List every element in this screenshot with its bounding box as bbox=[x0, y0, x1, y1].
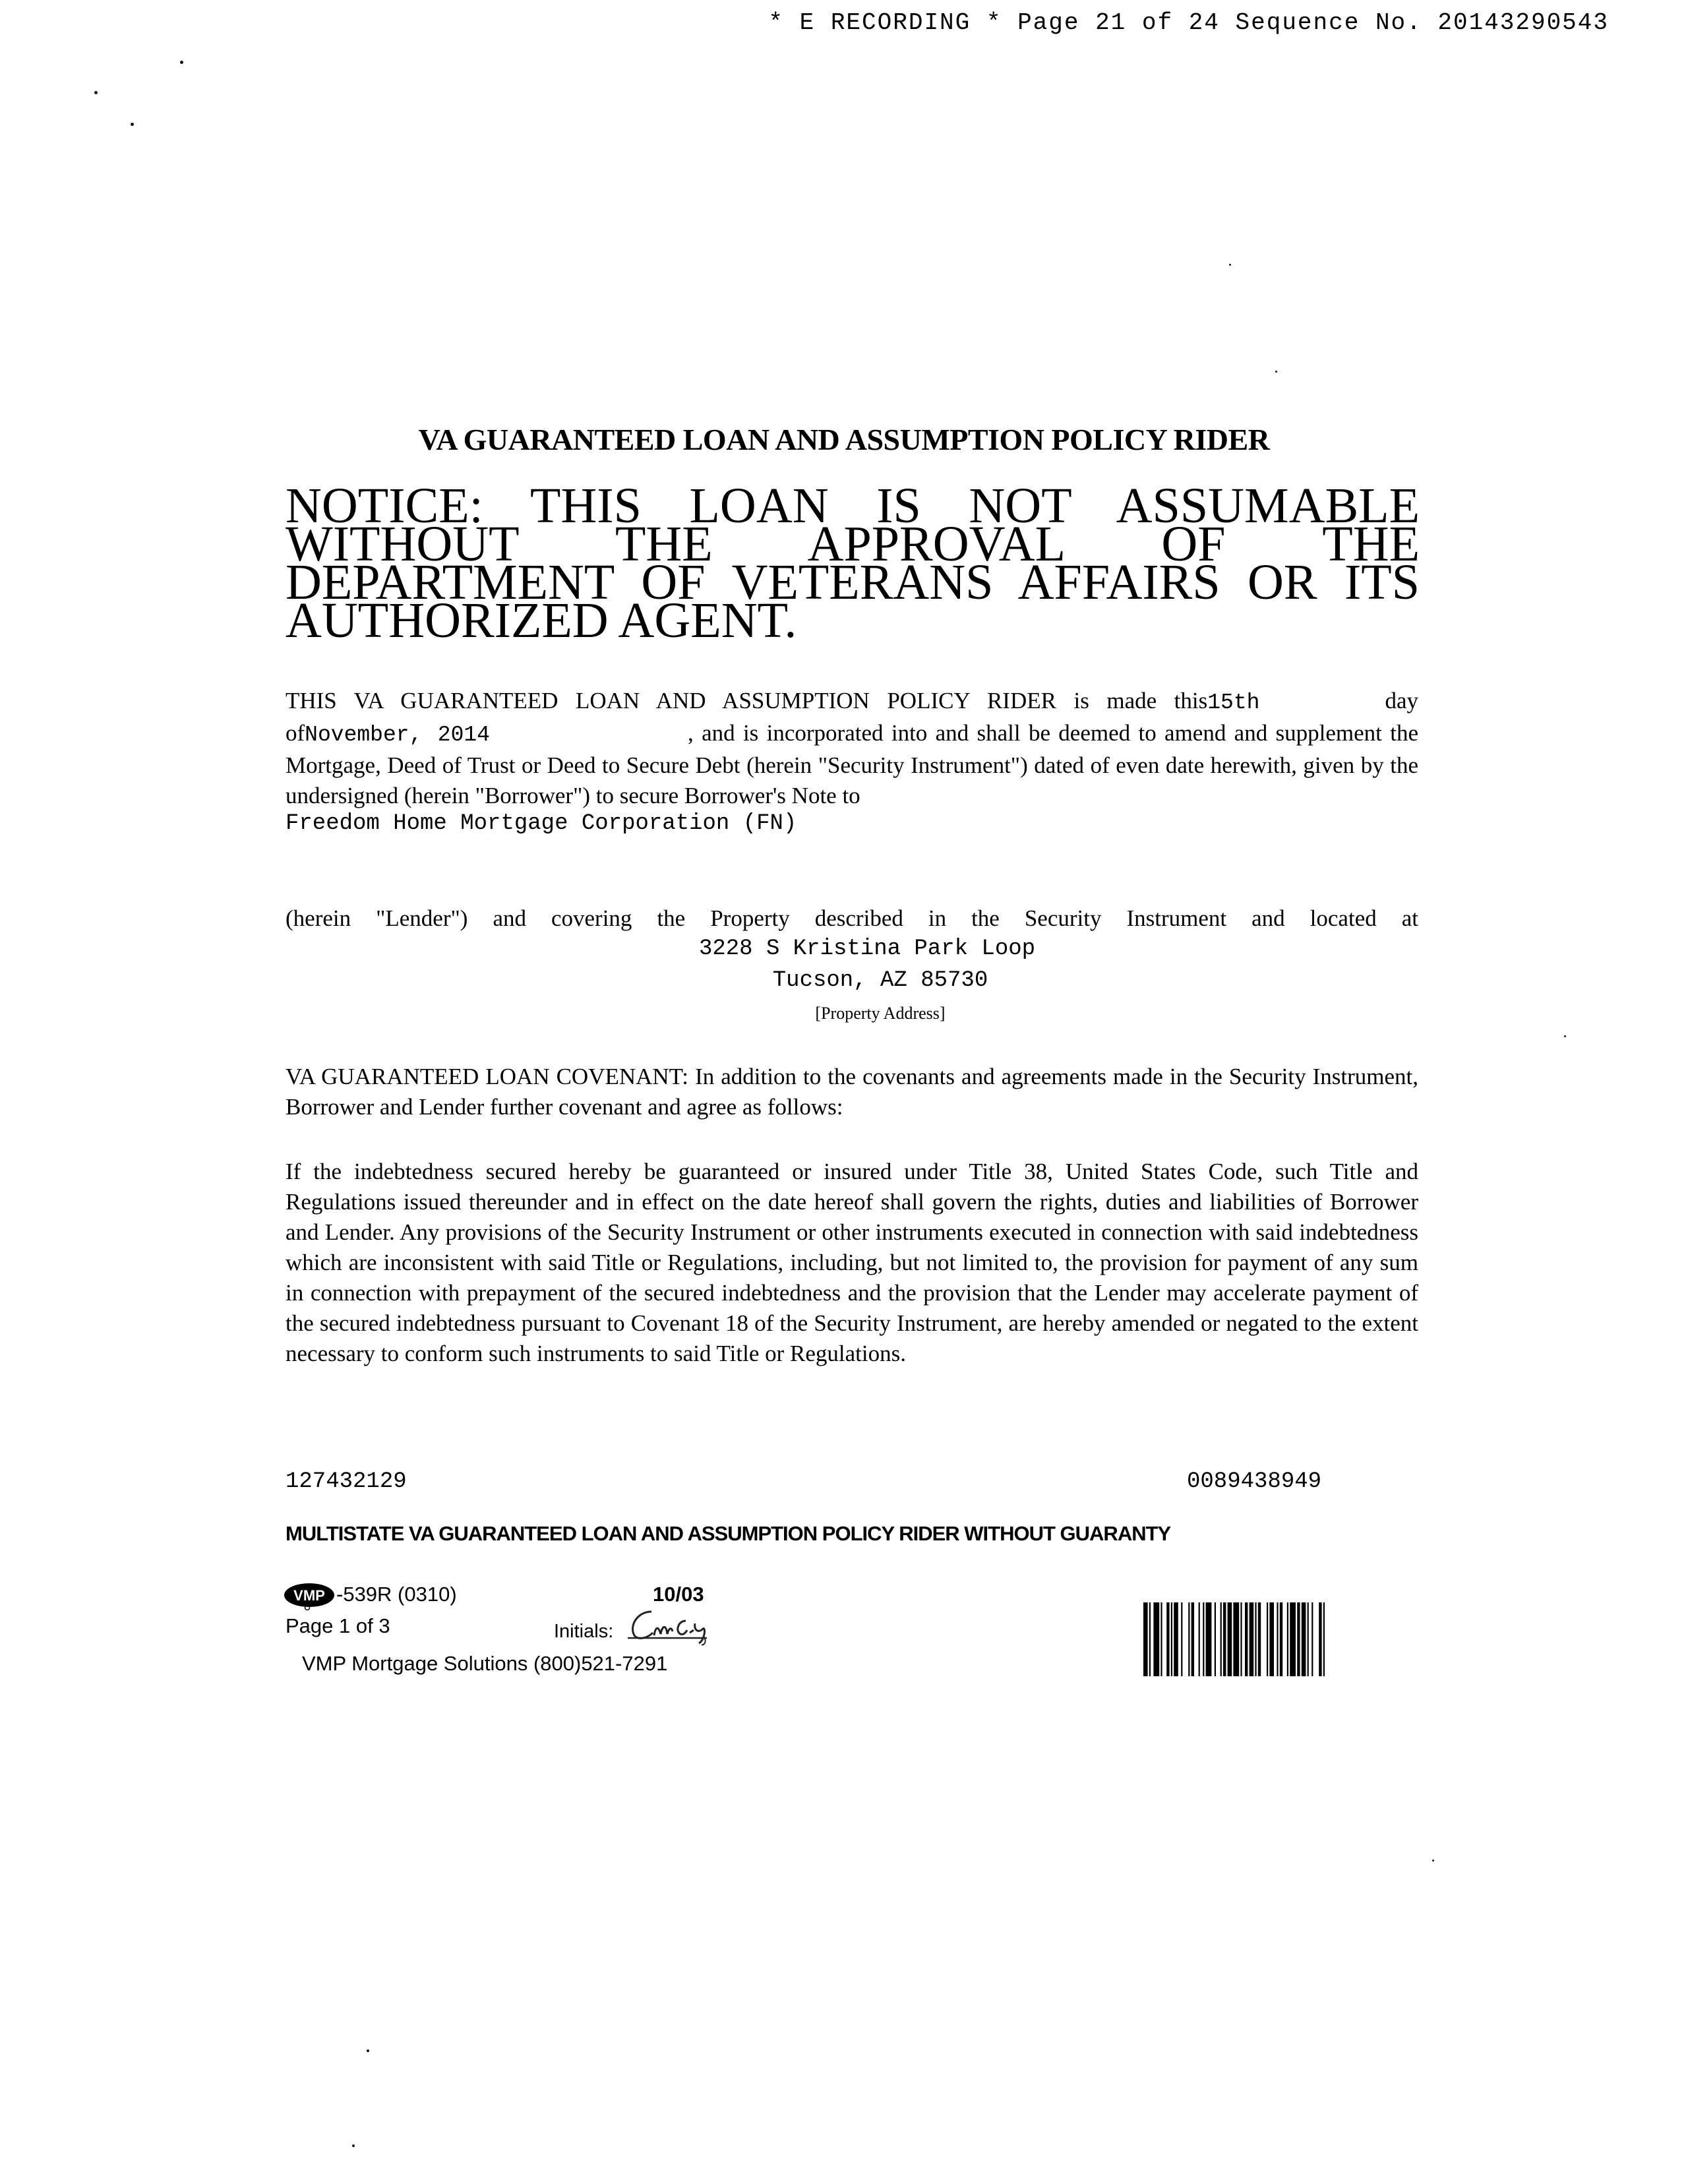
barcode-bar bbox=[1199, 1602, 1200, 1676]
scan-speck bbox=[94, 91, 98, 94]
barcode-bar bbox=[1188, 1602, 1190, 1676]
scan-speck bbox=[1432, 1860, 1434, 1862]
loan-number-right: 0089438949 bbox=[1187, 1469, 1322, 1494]
barcode-bar bbox=[1143, 1602, 1148, 1676]
property-address-line1: 3228 S Kristina Park Loop bbox=[698, 936, 1036, 961]
barcode-bar bbox=[1258, 1602, 1261, 1676]
property-address-line2: Tucson, AZ 85730 bbox=[772, 968, 988, 993]
barcode-bar bbox=[1174, 1602, 1178, 1676]
barcode-bar bbox=[1171, 1602, 1172, 1676]
intro-text-1: THIS VA GUARANTEED LOAN AND ASSUMPTION POLICY RIDER is made this bbox=[286, 688, 1208, 713]
barcode-bar bbox=[1181, 1602, 1182, 1676]
covenant-heading: VA GUARANTEED LOAN COVENANT: In addition to the covenants and agreements made in the Security Instrument, Borrower and Lender further covenant and agree as follows: bbox=[286, 1064, 1418, 1120]
barcode-bar bbox=[1308, 1602, 1309, 1676]
barcode-bar bbox=[1166, 1602, 1169, 1676]
barcode-bar bbox=[1269, 1602, 1274, 1676]
vmp-logo-text: VMP bbox=[293, 1587, 325, 1604]
form-date: 10/03 bbox=[653, 1583, 704, 1606]
barcode-bar bbox=[1221, 1602, 1222, 1676]
barcode-bar bbox=[1203, 1602, 1204, 1676]
barcode-bar bbox=[1153, 1602, 1159, 1676]
scan-speck bbox=[1229, 264, 1231, 266]
property-address-label: [Property Address] bbox=[815, 1004, 946, 1023]
assumption-notice: NOTICE: THIS LOAN IS NOT ASSUMABLE WITHOUT THE APPROVAL OF THE DEPARTMENT OF VETERANS AFFAIRS OR ITS AUTHORIZED AGENT. bbox=[286, 478, 1420, 648]
lender-clause: (herein "Lender") and covering the Property described in the Security Instrument and located at bbox=[286, 905, 1418, 931]
document-title: VA GUARANTEED LOAN AND ASSUMPTION POLICY RIDER bbox=[418, 423, 1270, 456]
rider-month-year: November, 2014 bbox=[305, 723, 490, 747]
barcode-bar bbox=[1245, 1602, 1248, 1676]
barcode-bar bbox=[1240, 1602, 1242, 1676]
barcode-bar bbox=[1323, 1602, 1325, 1676]
barcode-bar bbox=[1149, 1602, 1151, 1676]
vmp-logo bbox=[284, 1583, 335, 1610]
barcode-bar bbox=[1311, 1602, 1313, 1676]
scan-speck bbox=[131, 123, 134, 126]
intro-text-3: , and is incorporated into and shall be deemed to amend and supplement the Mortgage, Deed of Trust or Deed to Secure Debt (herein "Security Instrument") dated of even date herewith, given by the undersigned (herein "Borrower") to secure Borrower's Note to bbox=[286, 720, 1418, 808]
rider-day-value: 15th bbox=[1207, 690, 1260, 715]
barcode-bar bbox=[1297, 1602, 1300, 1676]
lender-name: Freedom Home Mortgage Corporation (FN) bbox=[286, 811, 797, 836]
scan-speck bbox=[1564, 1035, 1566, 1037]
barcode-bar bbox=[1277, 1602, 1278, 1676]
barcode-bar bbox=[1255, 1602, 1256, 1676]
covenant-body: If the indebtedness secured hereby be guaranteed or insured under Title 38, United States Code, such Title and Regulations issued thereunder and in effect on the date hereof shall govern the rights, duties and liabilities of Borrower and Lender. Any provisions of the Security Instrument or other instruments executed in connection with said indebtedness which are inconsistent with said Title or Regulations, including, but not limited to, the provision for payment of any sum in connection with prepayment of the secured indebtedness and the provision that the Lender may accelerate payment of the secured indebtedness pursuant to Covenant 18 of the Security Instrument, are hereby amended or negated to the extent necessary to conform such instruments to said Title or Regulations. bbox=[286, 1159, 1418, 1366]
scan-speck bbox=[352, 2144, 355, 2147]
barcode-bar bbox=[1191, 1602, 1194, 1676]
vendor-line: VMP Mortgage Solutions (800)521-7291 bbox=[302, 1652, 668, 1675]
form-title: MULTISTATE VA GUARANTEED LOAN AND ASSUMPTION POLICY RIDER WITHOUT GUARANTY bbox=[286, 1522, 1171, 1545]
barcode-bar bbox=[1223, 1602, 1226, 1676]
loan-number-left: 127432129 bbox=[286, 1469, 407, 1494]
barcode-bar bbox=[1250, 1602, 1254, 1676]
scan-speck bbox=[1275, 371, 1277, 373]
barcode-bar bbox=[1302, 1602, 1306, 1676]
barcode-bar bbox=[1228, 1602, 1232, 1676]
intro-text-2: day of bbox=[286, 688, 1418, 746]
recording-header: * E RECORDING * Page 21 of 24 Sequence No. 20143290543 bbox=[768, 9, 1609, 36]
form-code: -539R (0310) bbox=[336, 1583, 457, 1606]
barcode-bar bbox=[1233, 1602, 1239, 1676]
initials-handwriting bbox=[625, 1602, 711, 1649]
initials-label: Initials: bbox=[554, 1621, 614, 1642]
barcode-bar bbox=[1287, 1602, 1288, 1676]
barcode-bar bbox=[1319, 1602, 1321, 1676]
barcode-bar bbox=[1290, 1602, 1296, 1676]
barcode-bar bbox=[1160, 1602, 1162, 1676]
page-number: Page 1 of 3 bbox=[286, 1614, 390, 1637]
barcode-bar bbox=[1206, 1602, 1212, 1676]
barcode-bar bbox=[1215, 1602, 1216, 1676]
barcode bbox=[1143, 1602, 1422, 1676]
scan-speck bbox=[180, 61, 183, 64]
barcode-bar bbox=[1267, 1602, 1268, 1676]
intro-paragraph bbox=[286, 686, 1418, 811]
scan-speck bbox=[367, 2049, 369, 2052]
barcode-bar bbox=[1280, 1602, 1282, 1676]
